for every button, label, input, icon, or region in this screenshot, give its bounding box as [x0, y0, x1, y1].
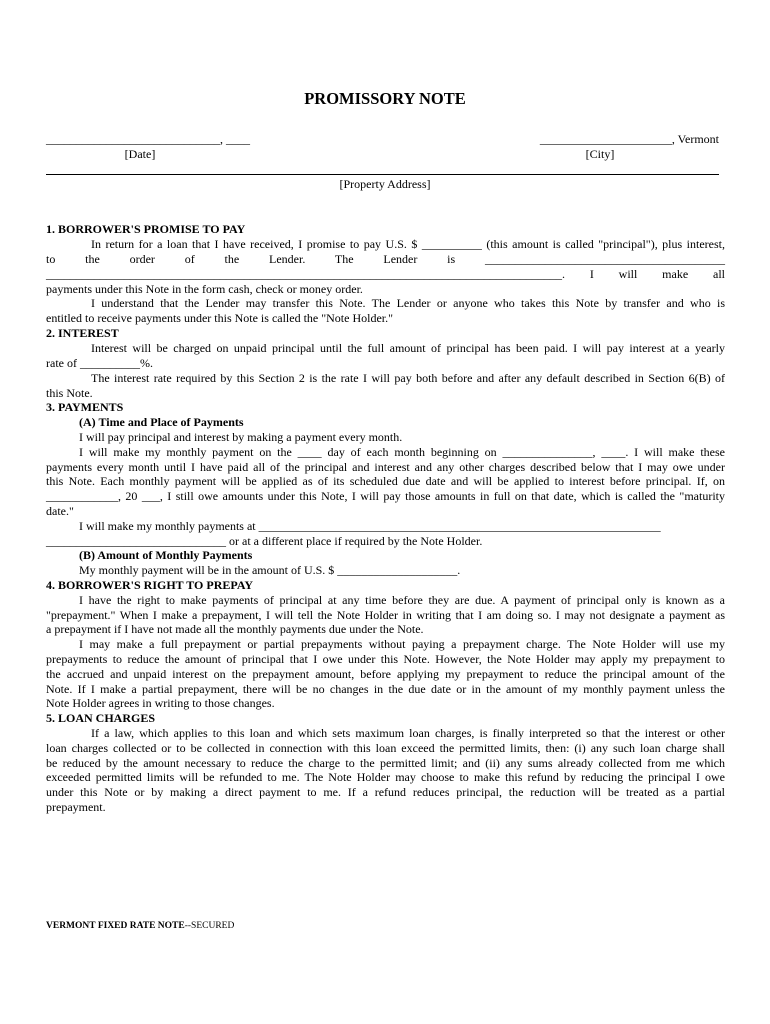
s5-line-5: under this Note or by making a direct payment to me. If a refund reduces principal, the reduction will be treated as a partial — [46, 785, 725, 799]
s3-line-6: date." — [46, 504, 74, 518]
s4-line-8: Note Holder agrees in writing to those changes. — [46, 696, 275, 710]
s1-line-2: to the order of the Lender. The Lender is ________________________________________ — [46, 252, 725, 266]
s2-line-1: Interest will be charged on unpaid principal until the full amount of principal has been paid. I will pay interest at a yearly — [91, 341, 725, 355]
city-field-line: ______________________, Vermont — [539, 132, 719, 146]
section-1-heading: 1. BORROWER'S PROMISE TO PAY — [46, 222, 246, 236]
s1-line-1: In return for a loan that I have received, I promise to pay U.S. $ __________ (this amount is called "principal"), plus interest, — [91, 237, 725, 251]
s4-line-2: "prepayment." When I make a prepayment, I will tell the Note Holder in writing that I am doing so. I may not designate a payment as — [46, 608, 725, 622]
s1-line-3: ______________________________________________________________________________________. I will make all — [46, 267, 725, 281]
s2-line-4: this Note. — [46, 386, 93, 400]
s3-line-5: ____________, 20 ___, I still owe amounts under this Note, I will pay those amounts in full on that date, which is called the "maturity — [46, 489, 725, 503]
footer-form-suffix: --SECURED — [184, 921, 235, 931]
s5-line-6: prepayment. — [46, 800, 106, 814]
s3-line-3: payments every month until I have paid all of the principal and interest and any other charges described below that I may owe under — [46, 460, 725, 474]
s2-line-3: The interest rate required by this Section 2 is the rate I will pay both before and after any default described in Section 6(B) of — [91, 371, 725, 385]
s5-line-2: loan charges collected or to be collected in connection with this loan exceed the permitted limits, then: (i) any such loan charge shall — [46, 741, 725, 755]
page-footer — [46, 920, 234, 932]
section-3-heading: 3. PAYMENTS — [46, 400, 124, 414]
section-4-heading: 4. BORROWER'S RIGHT TO PREPAY — [46, 578, 254, 592]
s3-line-8: ______________________________ or at a different place if required by the Note Holder. — [46, 534, 483, 548]
s1-line-4: payments under this Note in the form cash, check or money order. — [46, 282, 363, 296]
s3-line-2: I will make my monthly payment on the ____ day of each month beginning on _______________, ____. I will make these — [79, 445, 725, 459]
document-title: PROMISSORY NOTE — [304, 89, 466, 108]
address-rule — [46, 174, 719, 175]
section-3b-heading: (B) Amount of Monthly Payments — [79, 548, 253, 562]
s4-line-4: I may make a full prepayment or partial prepayments without paying a prepayment charge. The Note Holder will use my — [79, 637, 725, 651]
date-field-line: _____________________________, ____ — [46, 132, 250, 146]
s5-line-3: be reduced by the amount necessary to reduce the charge to the permitted limit; and (ii) any sums already collected from me which — [46, 756, 725, 770]
s1-line-6: entitled to receive payments under this Note is called the "Note Holder." — [46, 311, 394, 325]
s4-line-5: prepayments to reduce the amount of principal that I owe under this Note. However, the Note Holder may apply my prepayment to — [46, 652, 725, 666]
s3-line-7: I will make my monthly payments at ___________________________________________________________________ — [79, 519, 661, 533]
date-label: [Date] — [124, 147, 156, 161]
city-label: [City] — [585, 147, 615, 161]
address-label: [Property Address] — [339, 177, 431, 191]
s5-line-4: exceeded permitted limits will be refunded to me. The Note Holder may choose to make this refund by reducing the principal I owe — [46, 770, 725, 784]
s5-line-1: If a law, which applies to this loan and which sets maximum loan charges, is finally interpreted so that the interest or other — [91, 726, 725, 740]
s3-line-1: I will pay principal and interest by making a payment every month. — [79, 430, 403, 444]
s3-line-4: this Note. Each monthly payment will be applied as of its scheduled due date and will be applied to interest before principal. If, on — [46, 474, 725, 488]
footer-form-name: VERMONT FIXED RATE NOTE — [46, 921, 185, 931]
section-5-heading: 5. LOAN CHARGES — [46, 711, 156, 725]
section-3a-heading: (A) Time and Place of Payments — [79, 415, 244, 429]
s4-line-1: I have the right to make payments of principal at any time before they are due. A payment of principal only is known as a — [79, 593, 725, 607]
s2-line-2: rate of __________%. — [46, 356, 153, 370]
s1-line-5: I understand that the Lender may transfer this Note. The Lender or anyone who takes this Note by transfer and who is — [91, 296, 725, 310]
s4-line-7: Note. If I make a partial prepayment, there will be no changes in the due date or in the amount of my monthly payment unless the — [46, 682, 725, 696]
s3-line-9: My monthly payment will be in the amount of U.S. $ ____________________. — [79, 563, 461, 577]
section-2-heading: 2. INTEREST — [46, 326, 119, 340]
s4-line-6: the accrued and unpaid interest on the prepayment amount, before applying my prepayment to reduce the principal amount of the — [46, 667, 725, 681]
s4-line-3: a prepayment if I have not made all the monthly payments due under the Note. — [46, 622, 424, 636]
